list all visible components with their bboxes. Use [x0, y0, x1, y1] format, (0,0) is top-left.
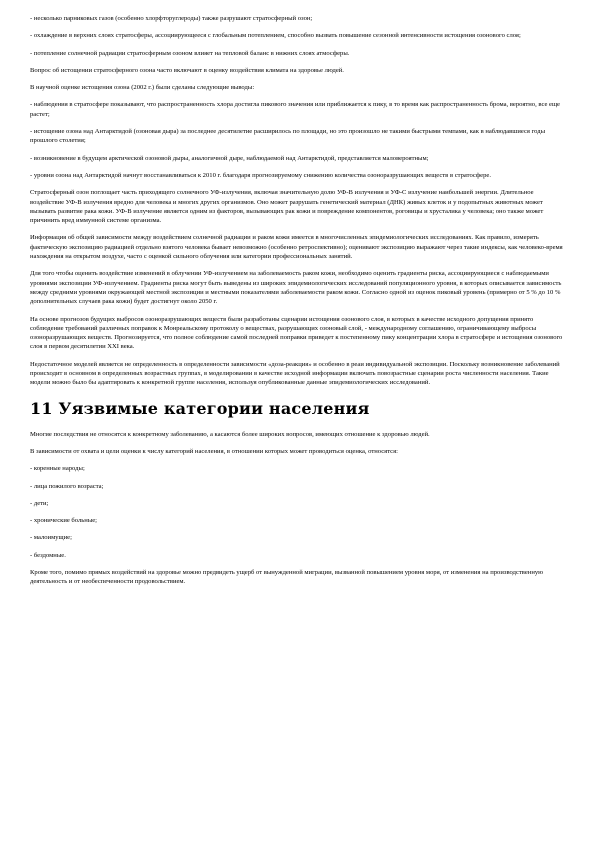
bullet-paragraph: - уровни озона над Антарктидой начнут восстанавливаться к 2010 г. благодаря прогнозируемому снижению количества озоноразрушающих веществ в стратосфере.: [30, 171, 491, 179]
list-item: - дети;: [30, 499, 49, 507]
list-item: - лица пожилого возраста;: [30, 482, 104, 490]
body-paragraph: Для того чтобы оценить воздействие изменений в облучении УФ-излучением на заболеваемость раком кожи, необходимо оценить градиенты риска, ассоциирующиеся с наблюдаемыми уровнями экспозиции УФ-излучением. Градиенты риска могут быть выведены из широких эпидемиологических исследований популяционного уровня, в которых описывается зависимость между средними уровнями окружающей местной экспозиции и местными показателями заболеваемости раком кожи. Согласно одной из оценок пиковый уровень (примерно от 5 % до 10 % дополнительных случаев рака кожи) будет достигнут около 2050 г.: [30, 270, 562, 306]
body-paragraph: На основе прогнозов будущих выбросов озоноразрушающих веществ были разработаны сценарии истощения озонового слоя, в которых в качестве исходного допущения принято соблюдение требований различных поправок к Монреальскому протоколу о веществах, разрушающих озоновый слой, - международному соглашению, ограничивающему выбросы озоноразрушающих веществ. Прогнозируется, что полное соблюдение самой последней поправки приведет к постепенному пику концентрации хлора в стратосфере и истощения озонового слоя в первом десятилетии XXI века.: [30, 315, 563, 351]
bullet-paragraph: - потепление солнечной радиации стратосферным озоном влияет на тепловой баланс в нижних слоях атмосферы.: [30, 49, 350, 57]
bullet-paragraph: - охлаждение в верхних слоях стратосферы, ассоциирующееся с глобальным потеплением, способно вызвать повышение сезонной интенсивности истощения озонового слоя;: [30, 32, 521, 40]
bullet-paragraph: - несколько парниковых газов (особенно хлорфторуглероды) также разрушают стратосферный озон;: [30, 15, 313, 22]
bullet-paragraph: - истощение озона над Антарктидой (озоновая дыра) за последнее десятилетие расширилось по площади, но это произошло не такими быстрыми темпами, как в наблюдавшиеся годы прошлого столетия;: [30, 128, 546, 145]
bullet-paragraph: - возникновение в будущем арктической озоновой дыры, аналогичной дыре, наблюдаемой над Антарктидой, представляется маловероятным;: [30, 154, 429, 162]
list-item: - коренные народы;: [30, 465, 85, 473]
body-paragraph: Кроме того, помимо прямых воздействий на здоровье можно предвидеть ущерб от вынужденной миграции, вызванной повышением уровня моря, от изменения на производственную деятельность и от необеспеченности продовольствием.: [30, 568, 544, 586]
body-paragraph: Информация об общей зависимости между воздействием солнечной радиации и раком кожи имеется в многочисленных эпидемиологических исследованиях. Как правило, измерять фактическую экспозицию радиацией отдельно взятого человека бывает невозможно (особенно ретроспективно); оценивают экспозицию выражают через такие индексы, как человеко-время нахождения на открытом воздухе, часто с оценкой сильного облучения или категории профессиональных занятий.: [30, 234, 563, 261]
body-paragraph: Многие последствия не относятся к конкретному заболеванию, а касаются более широких вопросов, имеющих отношение к здоровью людей.: [30, 430, 430, 438]
body-paragraph: Вопрос об истощении стратосферного озона часто включают в оценку воздействия климата на здоровье людей.: [30, 66, 344, 74]
body-paragraph: В научной оценке истощения озона (2002 г.) были сделаны следующие выводы:: [30, 84, 255, 92]
body-paragraph: В зависимости от охвата и цели оценки к числу категорий населения, в отношении которых может проводиться оценка, относятся:: [30, 447, 398, 455]
bullet-paragraph: - наблюдения в стратосфере показывают, что распространенность хлора достигла пикового значения или приближается к пику, в то время как распространенность брома, вероятно, все еще растет;: [30, 101, 560, 118]
list-item: - бездомные.: [30, 551, 66, 559]
list-item: - хронические больные;: [30, 517, 98, 525]
section-heading: 11 Уязвимые категории населения: [30, 398, 370, 418]
body-paragraph: Недостаточное моделей является не определенность в определенности зависимости «доза-реакция» и особенно в реаи индивидуальной экспозиции. Поскольку возникновение заболеваний происходит в основном в определенных возрастных группах, в моделировании в качестве исходной информации включать повозрастные сценарии роста численности населения. Такие модели можно было бы адаптировать к конкретной группе населения, используя опубликованные данные эпидемиологических исследований.: [30, 360, 560, 387]
body-paragraph: Стратосферный озон поглощает часть приходящего солнечного УФ-излучения, включая значительную долю УФ-В излучения и УФ-С излучение наибольшей энергии. Длительное воздействие УФ-В излучения вредно для человека и многих других организмов. Оно может разрушать генетический материал (ДНК) живых клеток и у подопытных животных может вызывать развитие рака кожи. УФ-В излучение является одним из факторов, вызывающих рак кожи и повреждение компонентов, роговицы и хрусталика у человека; оно также может причинить вред иммунной системе организма.: [30, 189, 544, 225]
list-item: - малоимущие;: [30, 534, 72, 542]
